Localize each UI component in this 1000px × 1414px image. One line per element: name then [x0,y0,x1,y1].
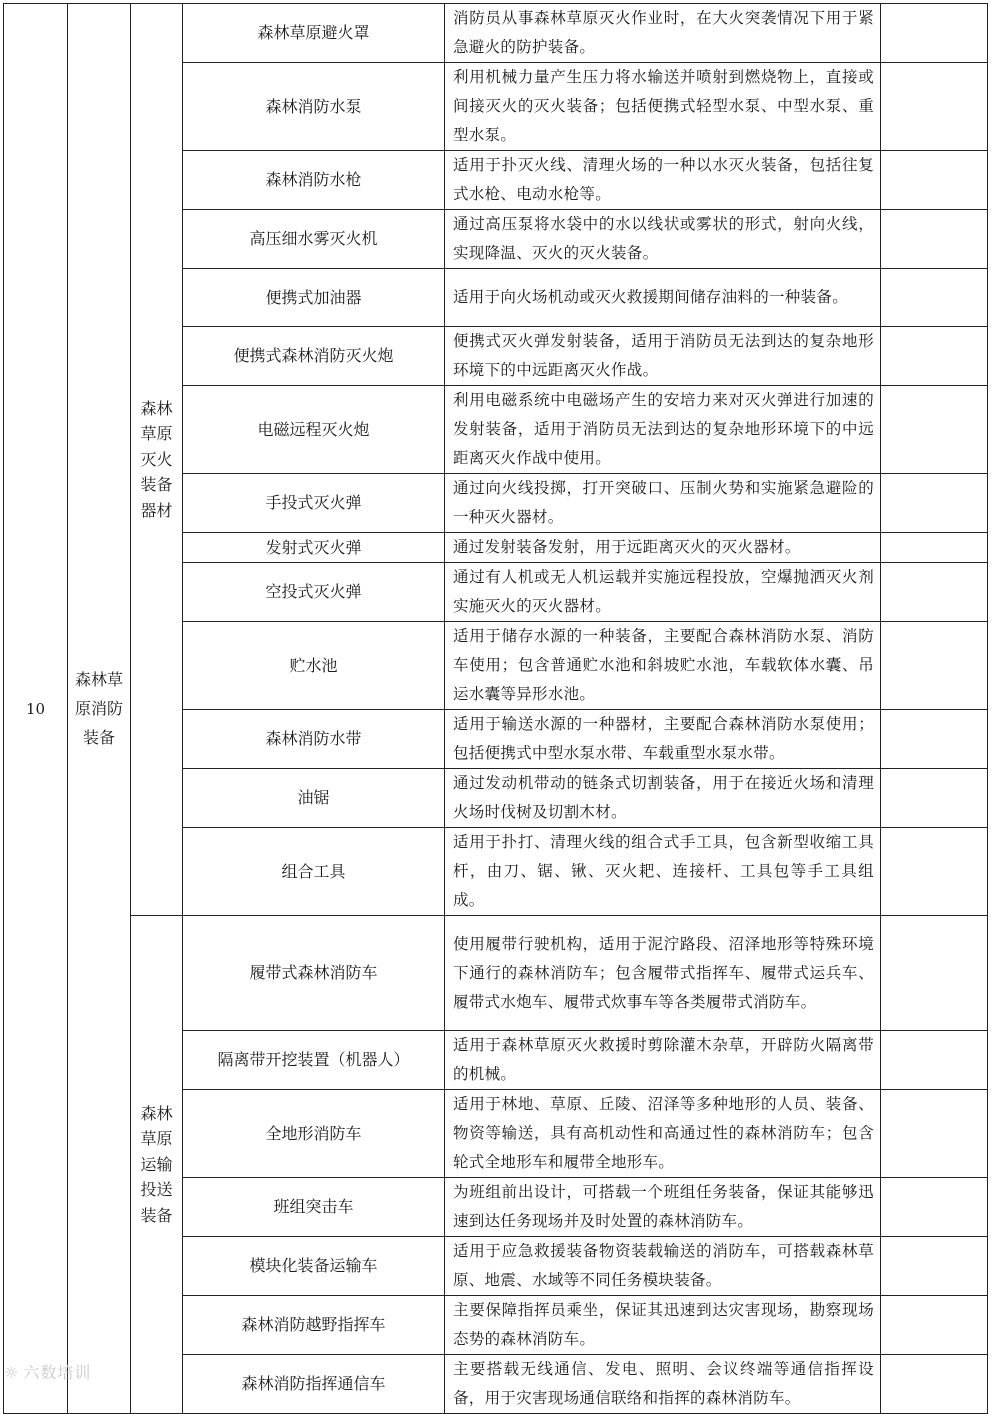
remarks-cell [881,1178,988,1237]
item-number: 10 [4,4,68,1414]
equipment-name: 森林消防越野指挥车 [183,1296,445,1355]
remarks-cell [881,769,988,828]
equipment-description: 通过发动机带动的链条式切割装备，用于在接近火场和清理火场时伐树及切割木材。 [445,769,881,828]
equipment-name: 履带式森林消防车 [183,916,445,1031]
equipment-name: 班组突击车 [183,1178,445,1237]
remarks-cell [881,4,988,63]
remarks-cell [881,210,988,269]
remarks-cell [881,710,988,769]
remarks-cell [881,474,988,533]
equipment-name: 便携式森林消防灭火炮 [183,327,445,386]
equipment-name: 空投式灭火弹 [183,563,445,622]
equipment-name: 森林消防水枪 [183,151,445,210]
table-row [4,4,988,63]
remarks-cell [881,1031,988,1090]
equipment-description: 适用于向火场机动或灭火救援期间储存油料的一种装备。 [445,269,881,327]
remarks-cell [881,327,988,386]
remarks-cell [881,151,988,210]
watermark [4,1360,91,1383]
equipment-description: 通过有人机或无人机运载并实施远程投放，空爆抛洒灭火剂实施灭火的灭火器材。 [445,563,881,622]
equipment-name: 贮水池 [183,622,445,710]
equipment-description: 通过向火线投掷，打开突破口、压制火势和实施紧急避险的一种灭火器材。 [445,474,881,533]
equipment-description: 主要搭载无线通信、发电、照明、会议终端等通信指挥设备，用于灾害现场通信联络和指挥的森林消防车。 [445,1355,881,1414]
equipment-description: 适用于扑打、清理火线的组合式手工具，包含新型收缩工具杆，由刀、锯、锹、灭火耙、连接杆、工具包等手工具组成。 [445,828,881,916]
equipment-description: 利用机械力量产生压力将水输送并喷射到燃烧物上，直接或间接灭火的灭火装备；包括便携式轻型水泵、中型水泵、重型水泵。 [445,63,881,151]
remarks-cell [881,386,988,474]
remarks-cell [881,533,988,563]
remarks-cell [881,563,988,622]
equipment-description: 使用履带行驶机构，适用于泥泞路段、沼泽地形等特殊环境下通行的森林消防车；包含履带式指挥车、履带式运兵车、履带式水炮车、履带式炊事车等各类履带式消防车。 [445,916,881,1031]
equipment-description: 通过发射装备发射，用于远距离灭火的灭火器材。 [445,533,881,563]
remarks-cell [881,622,988,710]
equipment-description: 适用于应急救援装备物资装载输送的消防车，可搭载森林草原、地震、水域等不同任务模块装备。 [445,1237,881,1296]
equipment-name: 发射式灭火弹 [183,533,445,563]
remarks-cell [881,269,988,327]
equipment-description: 通过高压泵将水袋中的水以线状或雾状的形式，射向火线，实现降温、灭火的灭火装备。 [445,210,881,269]
equipment-description: 适用于扑灭火线、清理火场的一种以水灭火装备，包括往复式水枪、电动水枪等。 [445,151,881,210]
subcategory-firefighting: 森林草原灭火装备器材 [131,4,183,916]
equipment-description: 适用于森林草原灭火救援时剪除灌木杂草，开辟防火隔离带的机械。 [445,1031,881,1090]
equipment-name: 隔离带开挖装置（机器人） [183,1031,445,1090]
remarks-cell [881,63,988,151]
equipment-description: 消防员从事森林草原灭火作业时，在大火突袭情况下用于紧急避火的防护装备。 [445,4,881,63]
watermark-text: 六数培训 [23,1363,92,1382]
remarks-cell [881,1296,988,1355]
equipment-name: 森林消防水带 [183,710,445,769]
equipment-name: 森林消防水泵 [183,63,445,151]
equipment-table [3,3,988,1414]
remarks-cell [881,1355,988,1414]
subcategory-transport: 森林草原运输投送装备 [131,916,183,1414]
equipment-description: 便携式灭火弹发射装备，适用于消防员无法到达的复杂地形环境下的中远距离灭火作战。 [445,327,881,386]
remarks-cell [881,828,988,916]
watermark-logo-icon: ☼ [4,1363,20,1382]
equipment-name: 油锯 [183,769,445,828]
table-row [4,916,988,1031]
equipment-name: 模块化装备运输车 [183,1237,445,1296]
equipment-name: 森林草原避火罩 [183,4,445,63]
equipment-description: 适用于林地、草原、丘陵、沼泽等多种地形的人员、装备、物资等输送，具有高机动性和高通过性的森林消防车；包含轮式全地形车和履带全地形车。 [445,1090,881,1178]
remarks-cell [881,1237,988,1296]
equipment-name: 手投式灭火弹 [183,474,445,533]
equipment-name: 高压细水雾灭火机 [183,210,445,269]
equipment-name: 电磁远程灭火炮 [183,386,445,474]
equipment-description: 适用于输送水源的一种器材，主要配合森林消防水泵使用；包括便携式中型水泵水带、车载重型水泵水带。 [445,710,881,769]
equipment-name: 组合工具 [183,828,445,916]
equipment-description: 利用电磁系统中电磁场产生的安培力来对灭火弹进行加速的发射装备，适用于消防员无法到达的复杂地形环境下的中远距离灭火作战中使用。 [445,386,881,474]
equipment-description: 为班组前出设计，可搭载一个班组任务装备，保证其能够迅速到达任务现场并及时处置的森林消防车。 [445,1178,881,1237]
equipment-name: 全地形消防车 [183,1090,445,1178]
remarks-cell [881,1090,988,1178]
equipment-name: 森林消防指挥通信车 [183,1355,445,1414]
category-cell: 森林草原消防装备 [68,4,131,1414]
equipment-description: 主要保障指挥员乘坐，保证其迅速到达灾害现场，勘察现场态势的森林消防车。 [445,1296,881,1355]
remarks-cell [881,916,988,1031]
equipment-name: 便携式加油器 [183,269,445,327]
equipment-description: 适用于储存水源的一种装备，主要配合森林消防水泵、消防车使用；包含普通贮水池和斜坡贮水池，车载软体水囊、吊运水囊等异形水池。 [445,622,881,710]
